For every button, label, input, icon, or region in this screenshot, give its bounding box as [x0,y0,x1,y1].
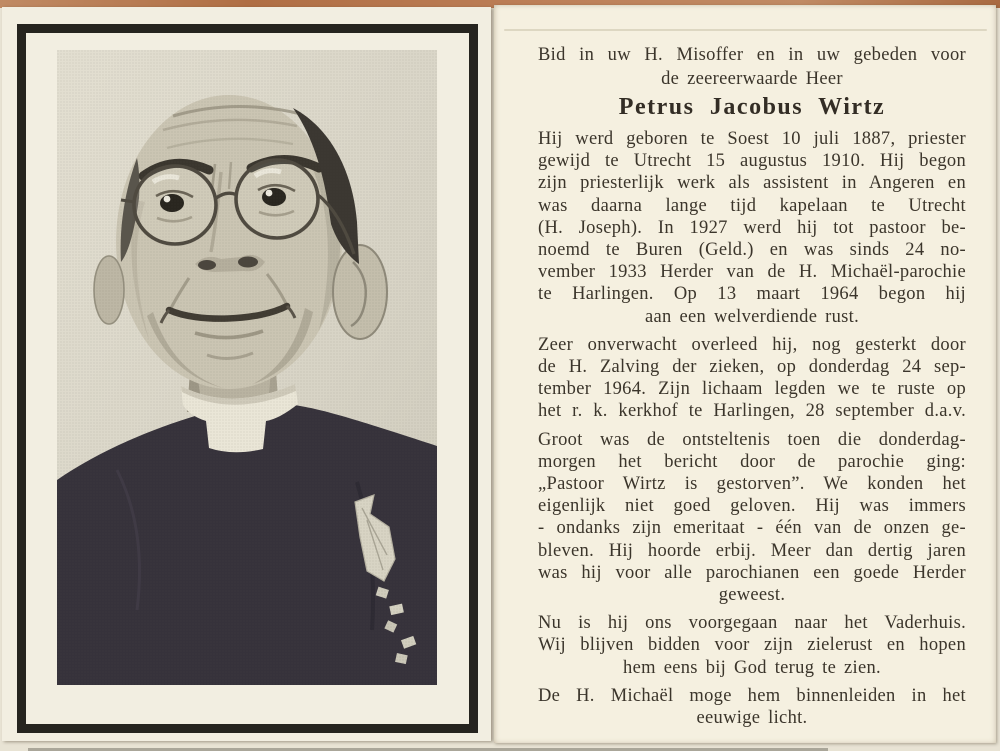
text-line: gewijd te Utrecht 15 augustus 1910. Hij begon [538,151,966,172]
paragraph [538,612,966,679]
text-line: (H. Joseph). In 1927 werd hij tot pastoor be- [538,217,966,238]
paragraph [538,128,966,328]
text-line: was hij voor alle parochianen een goede Herder [538,562,966,583]
text-line: Nu is hij ons voorgegaan naar het Vaderhuis. [538,613,966,634]
text-line: „Pastoor Wirtz is gestorven”. We konden het [538,474,966,495]
priest-figure [57,50,437,685]
text-line: noemd te Buren (Geld.) en was sinds 24 no- [538,240,966,261]
text-line: Zeer onverwacht overleed hij, nog gesterkt door [538,334,966,355]
text-line: aan een welverdiende rust. [644,306,860,327]
card-crease [504,29,987,31]
paragraph [538,685,966,729]
memorial-text [538,43,966,729]
text-line: Groot was de ontsteltenis toen die donderdag- [538,429,966,450]
text-line: morgen het bericht door de parochie ging: [538,451,966,472]
intro-line-2: de zeereerwaarde Heer [661,69,843,89]
text-panel [494,5,996,743]
text-line: de H. Zalving der zieken, op donderdag 24 sep- [538,357,966,378]
paragraph [538,429,966,607]
text-line: was daarna lange tijd kapelaan te Utrecht [538,195,966,216]
text-line: bleven. Hij hoorde erbij. Meer dan dertig jaren [538,540,966,561]
text-line: hem eens bij God terug te zien. [623,657,881,678]
intro-line-1: Bid in uw H. Misoffer en in uw gebeden voor [538,45,966,65]
intro [538,43,966,91]
text-line: Hij werd geboren te Soest 10 juli 1887, priester [538,129,966,149]
text-line: Wij blijven bidden voor zijn zielerust en hopen [538,635,966,656]
text-line: - ondanks zijn emeritaat - één van de onzen ge- [538,518,966,539]
text-line: geweest. [718,585,786,606]
text-line: vember 1933 Herder van de H. Michaël-parochie [538,262,966,283]
text-line: te Harlingen. Op 13 maart 1964 begon hij [538,284,966,305]
deceased-name: Petrus Jacobus Wirtz [618,94,886,120]
text-line: eeuwige licht. [696,708,808,729]
text-line: De H. Michaël moge hem binnenleiden in het [538,685,966,706]
text-line: tember 1964. Zijn lichaam legden we te ruste op [538,379,966,400]
memorial-paragraphs [538,128,966,729]
text-line: eigenlijk niet goed geloven. Hij was immers [538,496,966,517]
text-line: zijn priesterlijk werk als assistent in Angeren en [538,173,966,194]
paragraph [538,334,966,423]
priest-portrait-photo [57,50,437,685]
photo-panel [2,7,491,741]
text-line: het r. k. kerkhof te Harlingen, 28 september d.a.v. [538,401,966,422]
